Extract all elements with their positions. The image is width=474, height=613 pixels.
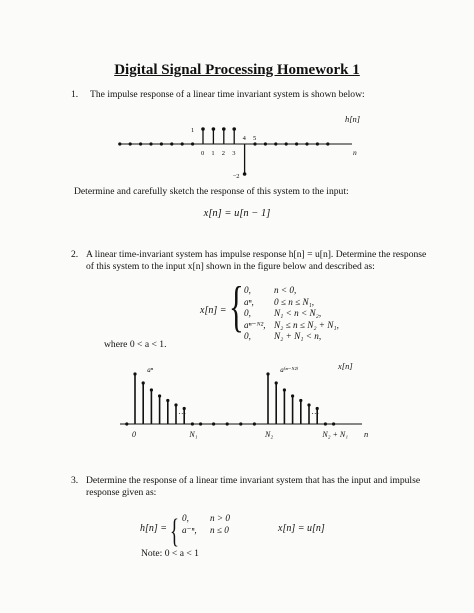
- h-sample-1: [212, 127, 216, 131]
- h-sample-11: [316, 142, 319, 145]
- x-sample-13: [266, 372, 269, 375]
- h-tick-1: 1: [211, 150, 215, 157]
- plot-2-marks: [125, 365, 348, 439]
- x-sample-3: [158, 394, 161, 397]
- h-tick-0: 0: [201, 150, 205, 157]
- x-sample-21: [332, 422, 335, 425]
- case-condition-4: N₂ + N₁ < n,: [274, 331, 322, 342]
- problem-3-note: Note: 0 < a < 1: [141, 548, 199, 559]
- h-sample--6: [139, 142, 142, 145]
- x-tick-7: N₁: [189, 430, 198, 439]
- x-sample-4: [166, 399, 169, 402]
- problem-1-equation: x[n] = u[n − 1]: [203, 208, 271, 219]
- x-sample-1: [142, 381, 145, 384]
- case-value-0: 0,: [244, 285, 251, 295]
- h-value-label-4: −2: [232, 173, 240, 180]
- case-value-4: 0,: [244, 331, 251, 342]
- h-sample-7: [274, 142, 277, 145]
- h-sample--5: [149, 142, 152, 145]
- h-sample--3: [170, 142, 173, 145]
- x-tick-0: 0: [132, 430, 136, 439]
- x-sample-5: [174, 403, 177, 406]
- h-case-condition-1: n ≤ 0: [210, 525, 229, 535]
- x-sample-15: [283, 388, 286, 391]
- x-sample-0: [133, 372, 136, 375]
- h-sample-0: [201, 127, 205, 131]
- problem-2-lhs: x[n] =: [200, 305, 227, 316]
- h-sample--8: [118, 142, 121, 145]
- x-sample-8: [199, 422, 202, 425]
- plot-1-xlabel: n: [353, 148, 357, 157]
- h-tick-4: 4: [242, 135, 246, 142]
- h-sample-5: [253, 142, 256, 145]
- plot-2-xlabel: n: [364, 429, 369, 439]
- case-condition-1: 0 ≤ n ≤ N₁,: [274, 296, 315, 307]
- page-title: Digital Signal Processing Homework 1: [114, 62, 360, 78]
- x-annotation-1: aⁿ: [147, 366, 153, 374]
- problem-3-brace: {: [170, 513, 179, 550]
- problem-1-number: 1.: [71, 89, 79, 100]
- x-sample-7: [191, 422, 194, 425]
- h-value-label-0: 1: [191, 127, 195, 134]
- plot-2-label: x[n]: [338, 361, 353, 371]
- problem-2-brace: {: [229, 276, 244, 338]
- problem-3-x-equation: x[n] = u[n]: [278, 523, 325, 534]
- case-condition-0: n < 0,: [274, 285, 297, 295]
- x-sample-14: [275, 381, 278, 384]
- problem-1-text: The impulse response of a linear time invariant system is shown below:: [90, 89, 365, 100]
- x-sample-9: [212, 422, 215, 425]
- case-condition-2: N₁ < n < N₂,: [274, 308, 322, 319]
- x-sample-12: [253, 422, 256, 425]
- h-tick-2: 2: [221, 150, 226, 157]
- x-tick-20: N₂ + N₁: [322, 430, 349, 439]
- h-sample-9: [295, 142, 298, 145]
- h-sample-8: [285, 142, 288, 145]
- h-case-value-0: 0,: [182, 513, 189, 523]
- case-condition-3: N₂ ≤ n ≤ N₂ + N₁,: [274, 319, 339, 330]
- h-case-condition-0: n > 0: [210, 513, 230, 523]
- h-sample--4: [160, 142, 163, 145]
- problem-3-text-line1: Determine the response of a linear time invariant system that has the input and impulse: [86, 475, 421, 486]
- problem-2-number: 2.: [71, 249, 79, 260]
- x-ellipsis-0: …: [178, 407, 187, 416]
- case-value-3: aⁿ⁻ᴺ²,: [244, 319, 266, 330]
- h-sample-12: [326, 142, 329, 145]
- problem-2-text-line2: of this system to the input x[n] shown in the figure below and described as:: [86, 261, 375, 272]
- case-value-1: aⁿ,: [244, 296, 254, 307]
- x-sample-11: [239, 422, 242, 425]
- x-ellipsis-1: …: [311, 407, 320, 416]
- x-sample-16: [291, 394, 294, 397]
- x-sample-2: [150, 388, 153, 391]
- problem-2-where: where 0 < a < 1.: [104, 339, 167, 350]
- h-tick-3: 3: [232, 150, 236, 157]
- h-sample--1: [191, 142, 194, 145]
- h-sample--7: [129, 142, 132, 145]
- problem-3-h-lhs: h[n] =: [140, 523, 168, 534]
- h-case-value-1: a⁻ⁿ,: [182, 525, 197, 535]
- x-sample-18: [307, 403, 310, 406]
- plot-1-marks: [118, 127, 329, 180]
- plot-1-label: h[n]: [345, 114, 361, 124]
- input-signal-plot: [0, 357, 474, 457]
- problem-3-number: 3.: [71, 475, 79, 486]
- h-tick-5: 5: [253, 135, 257, 142]
- x-annotation-14: a⁽ⁿ⁻ᴺ²⁾: [280, 366, 299, 374]
- x-sample-20: [324, 422, 327, 425]
- x-sample-10: [226, 422, 229, 425]
- h-sample-3: [232, 127, 236, 131]
- problem-1-instruction: Determine and carefully sketch the response of this system to the input:: [74, 186, 349, 197]
- h-sample-6: [264, 142, 267, 145]
- h-sample-2: [222, 127, 226, 131]
- x-sample--1: [125, 422, 128, 425]
- problem-3-text-line2: response given as:: [86, 487, 157, 498]
- x-tick-13: N₂: [265, 430, 274, 439]
- h-sample--2: [181, 142, 184, 145]
- h-sample-4: [243, 172, 247, 176]
- h-sample-10: [305, 142, 308, 145]
- case-value-2: 0,: [244, 308, 251, 319]
- x-sample-17: [299, 399, 302, 402]
- problem-2-text-line1: A linear time-invariant system has impulse response h[n] = u[n]. Determine the response: [86, 249, 427, 260]
